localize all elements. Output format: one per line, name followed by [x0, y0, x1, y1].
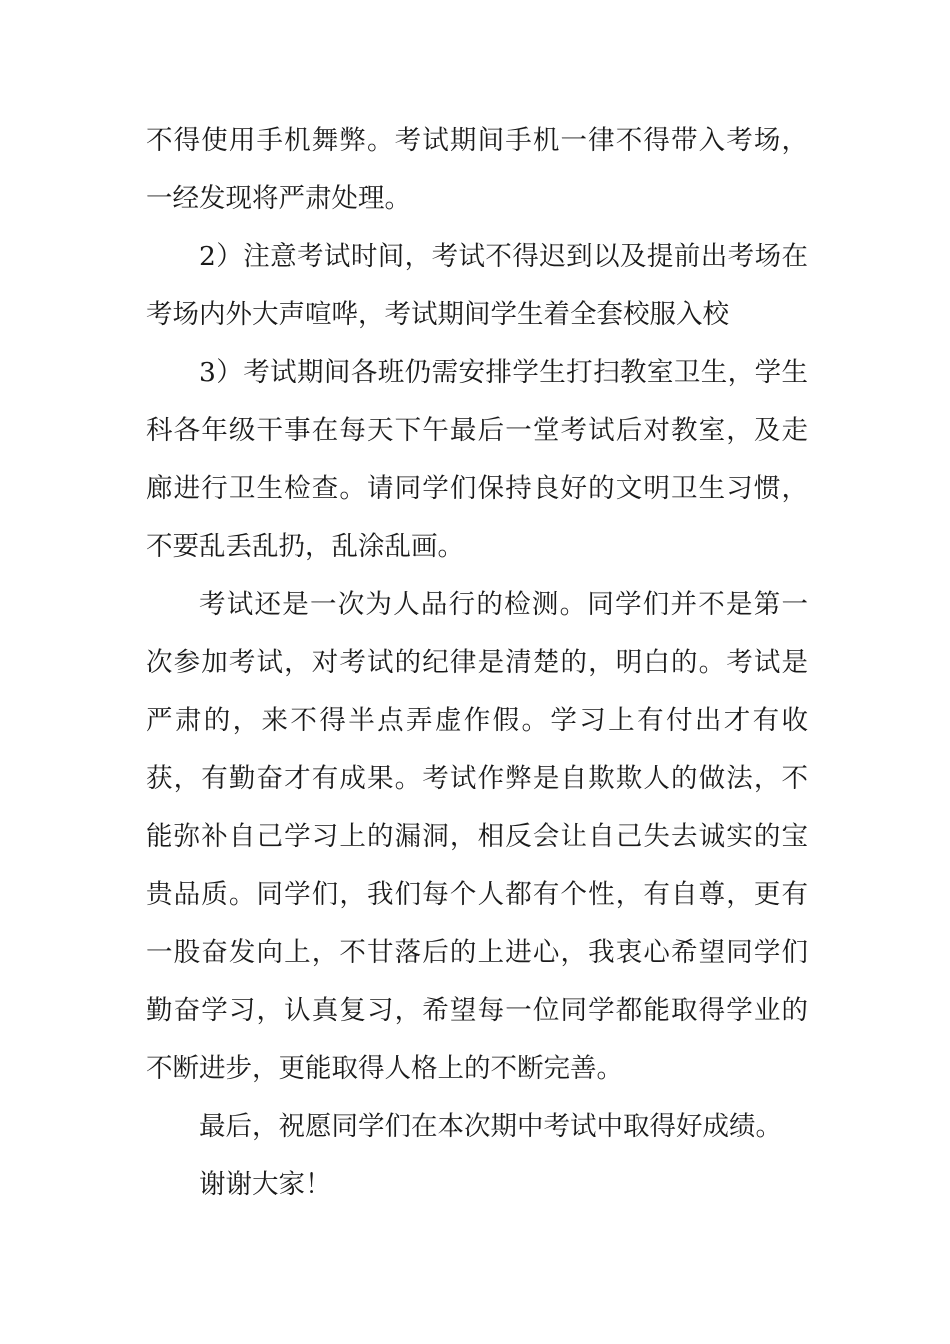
- paragraph-thanks: 谢谢大家！: [199, 1169, 332, 1200]
- paragraph-phone-rule: 不得使用手机舞弊。考试期间手机一律不得带入考场，一经发现将严肃处理。: [146, 125, 808, 214]
- paragraph-wishes: 最后，祝愿同学们在本次期中考试中取得好成绩。: [199, 1111, 782, 1142]
- document-body: [146, 112, 808, 1214]
- paragraph-integrity: 考试还是一次为人品行的检测。同学们并不是第一次参加考试，对考试的纪律是清楚的，明白的。考试是严肃的，来不得半点弄虚作假。学习上有付出才有收获，有勤奋才有成果。考试作弊是自欺欺人的做法，不能弥补自己学习上的漏洞，相反会让自己失去诚实的宝贵品质。同学们，我们每个人都有个性，有自尊，更有一股奋发向上，不甘落后的上进心，我衷心希望同学们勤奋学习，认真复习，希望每一位同学都能取得学业的不断进步，更能取得人格上的不断完善。: [146, 589, 808, 1084]
- paragraph-exam-time-rule: 2）注意考试时间，考试不得迟到以及提前出考场在考场内外大声喧哗，考试期间学生着全套校服入校: [146, 241, 808, 330]
- paragraph-cleaning-rule: 3）考试期间各班仍需安排学生打扫教室卫生，学生科各年级干事在每天下午最后一堂考试后对教室，及走廊进行卫生检查。请同学们保持良好的文明卫生习惯，不要乱丢乱扔，乱涂乱画。: [146, 357, 808, 562]
